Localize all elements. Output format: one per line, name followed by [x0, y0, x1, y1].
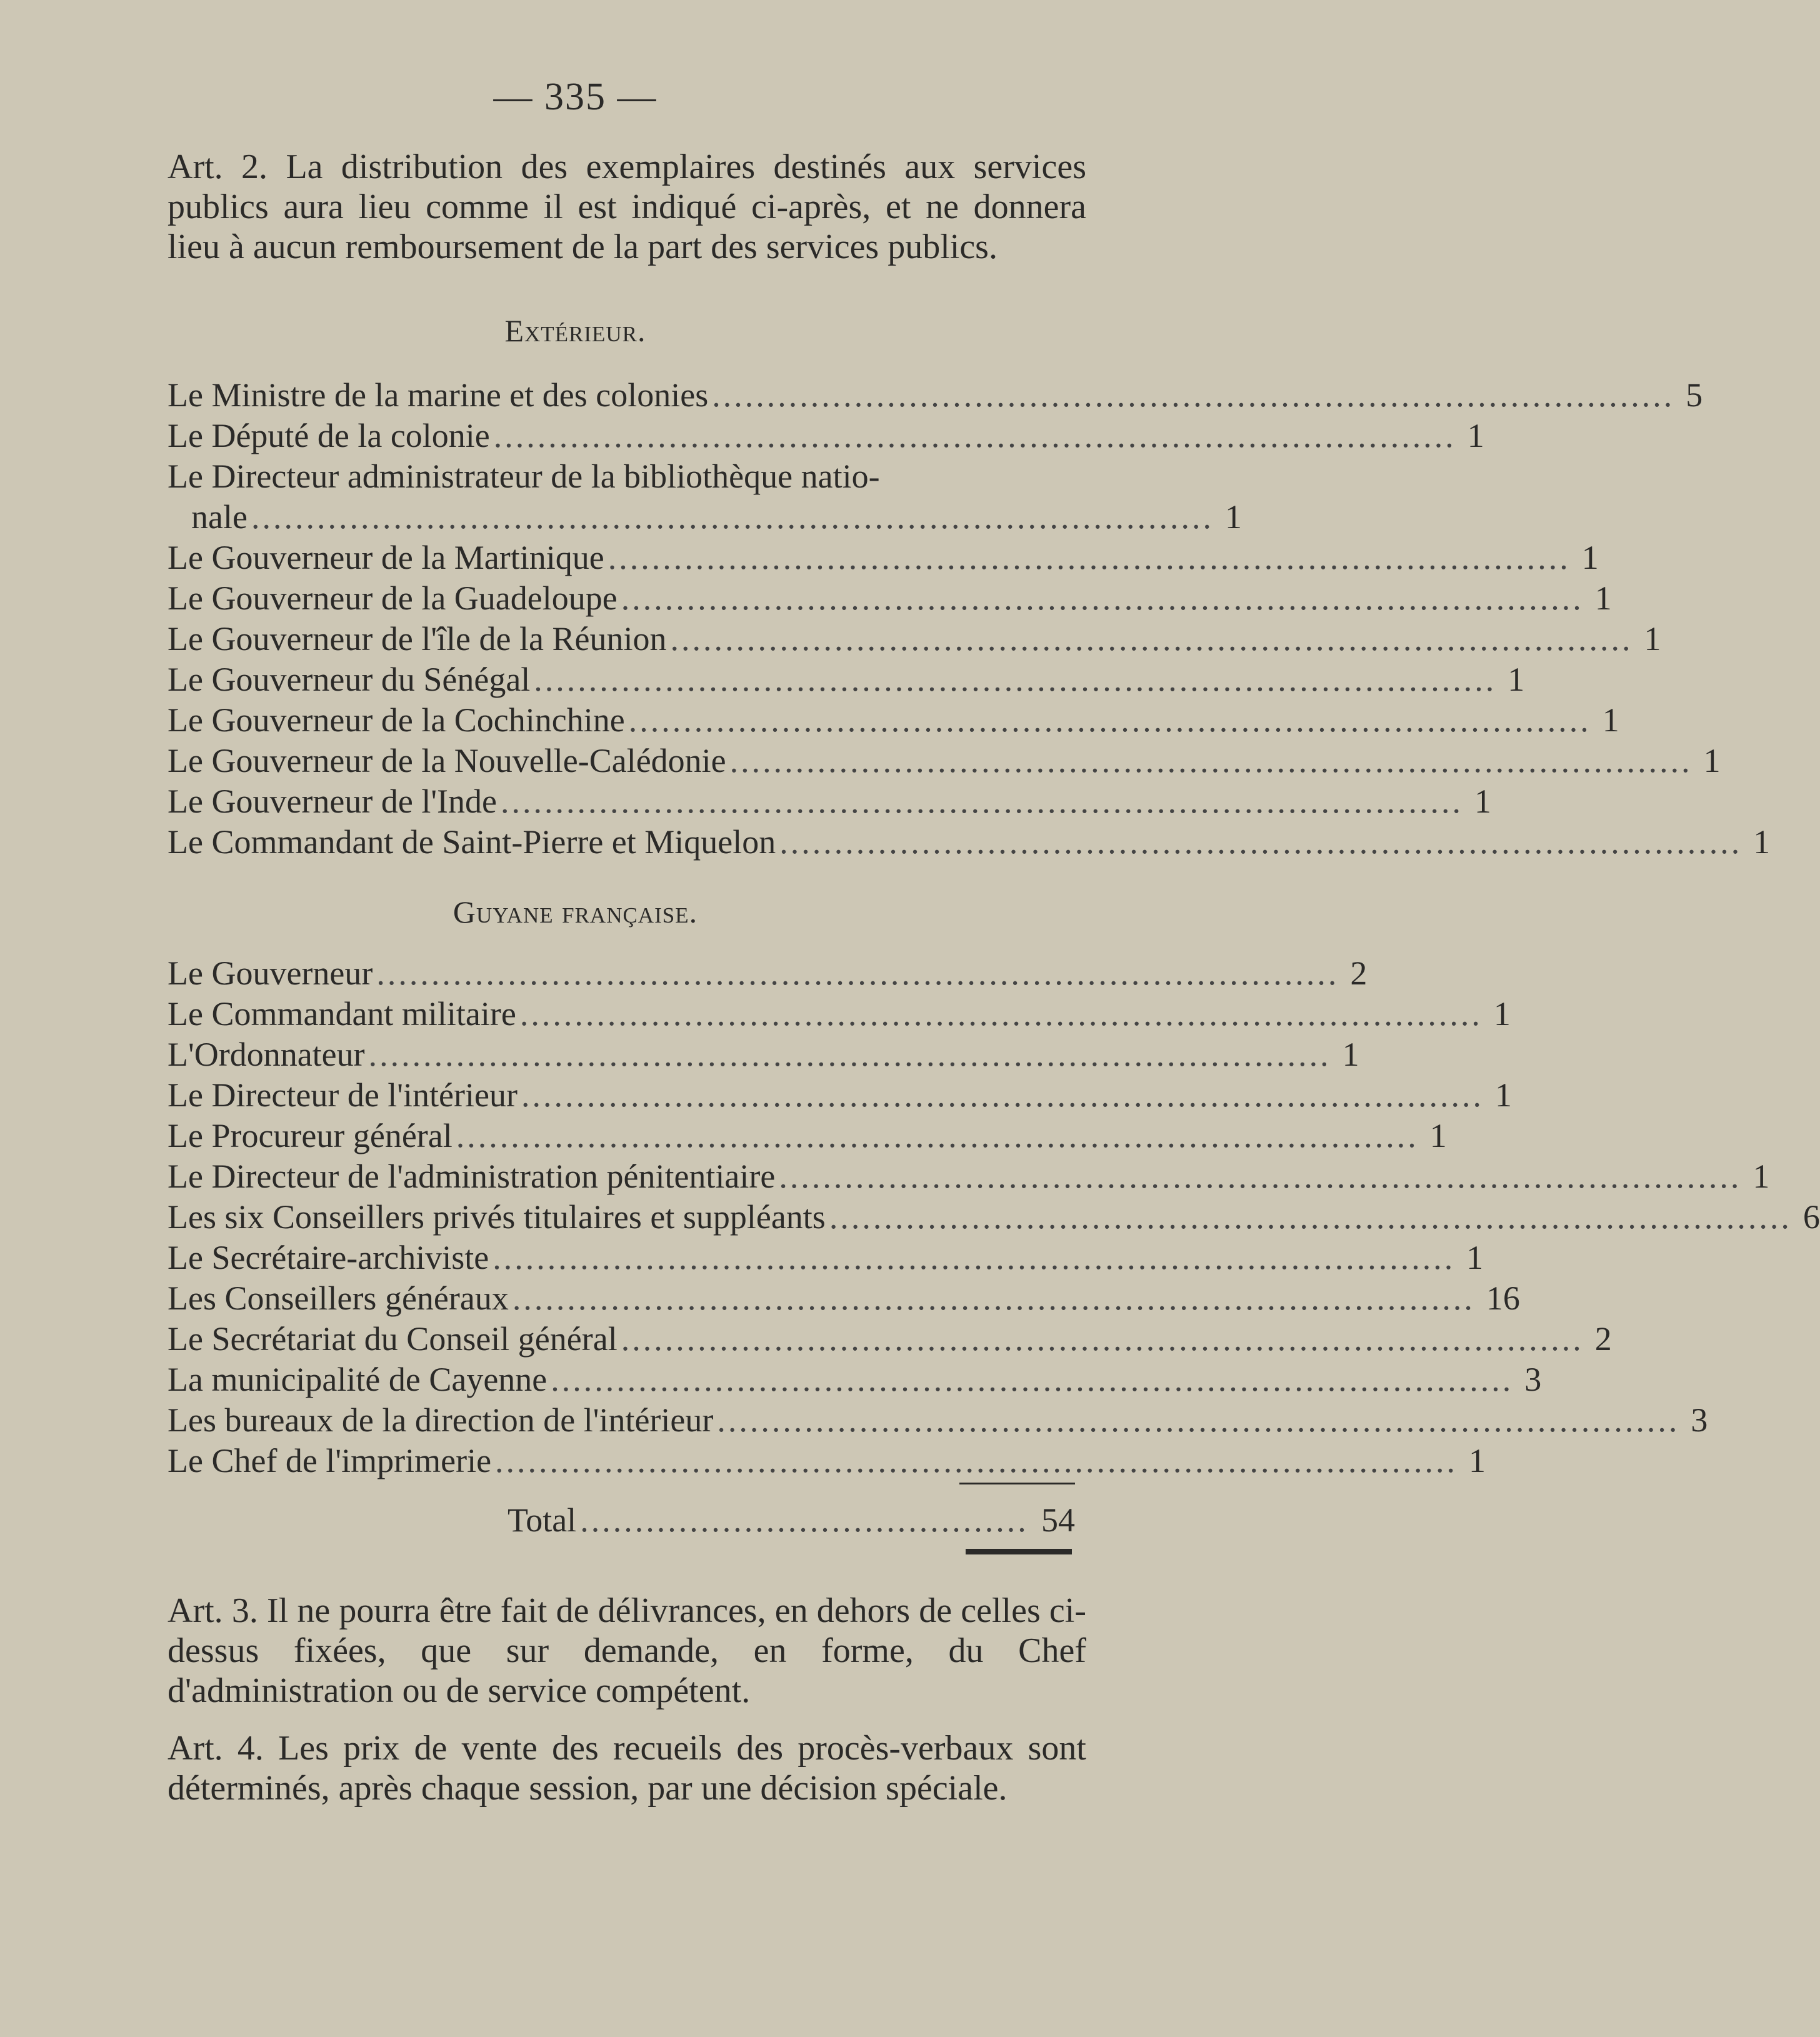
item-count: 2	[1350, 954, 1368, 992]
item-label: Le Gouverneur	[168, 954, 373, 992]
list-item	[168, 456, 1086, 497]
item-count: 3	[1691, 1401, 1708, 1439]
item-count: 1	[1753, 823, 1771, 861]
item-label: Le Secrétariat du Conseil général	[168, 1320, 618, 1358]
item-count: 6	[1802, 1198, 1820, 1236]
list-item	[168, 994, 1511, 1034]
list-item	[168, 1400, 1708, 1441]
item-label: Le Procureur général	[168, 1117, 452, 1154]
list-item	[168, 822, 1771, 863]
list-item	[168, 741, 1721, 781]
item-label: Le Directeur de l'intérieur	[168, 1076, 518, 1114]
list-item	[168, 1441, 1486, 1481]
page-number: — 335 —	[493, 76, 658, 118]
list-item	[168, 578, 1612, 619]
list-item	[168, 538, 1599, 578]
dot-leader: ........................................................................................	[368, 1036, 1331, 1073]
item-count: 1	[1224, 498, 1242, 536]
list-item	[168, 1319, 1612, 1359]
item-count: 1	[1581, 539, 1599, 576]
item-label: Le Directeur de l'administration pénitentiaire	[168, 1158, 776, 1195]
item-count: 1	[1644, 620, 1661, 658]
dot-leader: ........................................................................................	[779, 823, 1742, 861]
item-count: 1	[1429, 1117, 1447, 1154]
list-item	[168, 619, 1661, 659]
item-label: Le Gouverneur de l'Inde	[168, 783, 498, 820]
dot-leader: ........................................................................................	[729, 742, 1692, 779]
list-item	[168, 1156, 1770, 1197]
dot-leader: ........................................................................................	[712, 376, 1675, 414]
article-2: Art. 2. La distribution des exemplaires destinés aux services publics aura lieu comme il est indiqué ci-après, et ne donnera lieu à aucun remboursement de la part des services publics.	[168, 148, 1086, 266]
item-label: Le Directeur administrateur de la bibliothèque natio-	[168, 458, 880, 495]
list-item	[168, 375, 1703, 416]
item-count: 1	[1703, 742, 1721, 779]
item-label: Le Chef de l'imprimerie	[168, 1442, 492, 1479]
item-count: 1	[1508, 661, 1525, 698]
dot-leader: ........................................................................................	[512, 1279, 1475, 1317]
item-count: 1	[1493, 995, 1511, 1033]
item-label: Les Conseillers généraux	[168, 1279, 509, 1317]
dot-leader: ........................................................................................	[493, 417, 1456, 454]
list-item	[168, 416, 1484, 456]
list-item	[168, 700, 1619, 741]
list-item	[168, 1075, 1512, 1116]
dot-leader: ........................................................................................	[717, 1401, 1680, 1439]
item-label: Les bureaux de la direction de l'intérieur	[168, 1401, 714, 1439]
item-count: 5	[1686, 376, 1703, 414]
item-label: Le Commandant de Saint-Pierre et Miquelon	[168, 823, 776, 861]
item-label: Le Gouverneur de la Nouvelle-Calédonie	[168, 742, 726, 779]
list-item	[168, 1034, 1359, 1075]
list-item	[168, 781, 1492, 822]
dot-leader: ........................................................................................	[534, 661, 1497, 698]
item-label: Le Député de la colonie	[168, 417, 490, 454]
item-label: Le Secrétaire-archiviste	[168, 1239, 489, 1276]
total-double-rule	[966, 1549, 1072, 1554]
dot-leader: ........................................................................................	[670, 620, 1633, 658]
item-label: Le Gouverneur de l'île de la Réunion	[168, 620, 667, 658]
heading-exterieur: Extérieur.	[504, 313, 646, 348]
dot-leader: ........................................................................................	[501, 783, 1464, 820]
article-4: Art. 4. Les prix de vente des recueils des procès-verbaux sont déterminés, après chaque session, par une décision spéciale.	[168, 1729, 1086, 1808]
total-label: Total	[508, 1501, 577, 1539]
item-count: 16	[1486, 1279, 1520, 1317]
item-count: 1	[1602, 701, 1619, 739]
dot-leader: ........................................................................................	[251, 498, 1214, 536]
item-count: 2	[1594, 1320, 1612, 1358]
total-row	[508, 1500, 1075, 1541]
guyane-list	[168, 953, 1820, 1481]
item-count: 1	[1466, 1239, 1484, 1276]
item-count: 1	[1467, 417, 1484, 454]
item-label: Les six Conseillers privés titulaires et suppléants	[168, 1198, 826, 1236]
item-count: 1	[1594, 579, 1612, 617]
dot-leader: ........................................................................................	[621, 1320, 1584, 1358]
item-count: 3	[1524, 1361, 1542, 1398]
item-label: Le Ministre de la marine et des colonies	[168, 376, 709, 414]
item-label: Le Gouverneur de la Martinique	[168, 539, 604, 576]
item-label: Le Gouverneur de la Cochinchine	[168, 701, 625, 739]
item-label: Le Commandant militaire	[168, 995, 516, 1033]
dot-leader: ........................................................................................	[519, 995, 1482, 1033]
item-label: nale	[191, 498, 248, 536]
list-item	[168, 1359, 1542, 1400]
dot-leader: ........................................................................................	[628, 701, 1591, 739]
list-item	[168, 1197, 1820, 1238]
dot-leader: ........................................................................................	[551, 1361, 1514, 1398]
total-rule	[959, 1483, 1075, 1484]
item-label: L'Ordonnateur	[168, 1036, 365, 1073]
dot-leader: ........................................................................................	[779, 1158, 1742, 1195]
item-count: 1	[1342, 1036, 1359, 1073]
heading-guyane: Guyane française.	[452, 894, 698, 929]
dot-leader: ........................................................................................	[495, 1442, 1458, 1479]
total-value: 54	[1041, 1501, 1075, 1539]
dot-leader: ........................................................................................	[608, 539, 1571, 576]
list-item	[168, 1278, 1520, 1319]
dot-leader: ........................................................................................	[829, 1198, 1792, 1236]
item-label: La municipalité de Cayenne	[168, 1361, 548, 1398]
dot-leader: ........................................................................................	[621, 579, 1584, 617]
item-label: Le Gouverneur du Sénégal	[168, 661, 531, 698]
dot-leader: ........................................................................................	[521, 1076, 1484, 1114]
dot-leader: ........................................................................................	[376, 954, 1339, 992]
item-count: 1	[1752, 1158, 1770, 1195]
article-3: Art. 3. Il ne pourra être fait de délivrances, en dehors de celles ci-dessus fixées, que sur demande, en forme, du Chef d'administration ou de service compétent.	[168, 1591, 1086, 1710]
list-item	[168, 659, 1525, 700]
list-item	[168, 1238, 1484, 1278]
exterieur-list	[168, 375, 1771, 863]
item-count: 1	[1494, 1076, 1512, 1114]
list-item	[168, 953, 1368, 994]
dot-leader: ........................................................................................	[456, 1117, 1419, 1154]
list-item	[168, 1116, 1447, 1156]
item-label: Le Gouverneur de la Guadeloupe	[168, 579, 618, 617]
item-count: 1	[1474, 783, 1492, 820]
total-leader: .........................................	[580, 1501, 1029, 1539]
item-count: 1	[1469, 1442, 1486, 1479]
list-item	[168, 497, 1242, 538]
dot-leader: ........................................................................................	[492, 1239, 1456, 1276]
